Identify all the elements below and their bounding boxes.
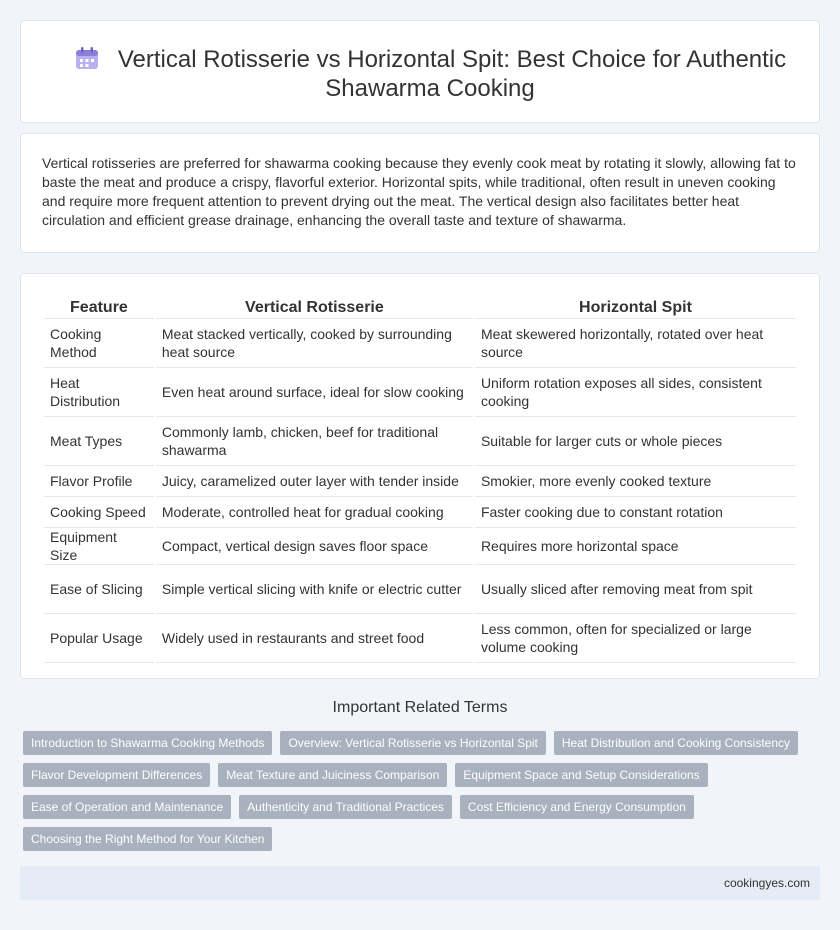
- feature-cell: Popular Usage: [44, 614, 154, 663]
- table-header-row: [44, 296, 796, 319]
- table-row: [44, 368, 796, 417]
- page-title-wrap: [61, 45, 799, 103]
- vertical-cell: Compact, vertical design saves floor space: [156, 528, 473, 565]
- related-tag[interactable]: Ease of Operation and Maintenance: [23, 795, 231, 819]
- vertical-cell: Meat stacked vertically, cooked by surrounding heat source: [156, 319, 473, 368]
- comparison-table: [42, 296, 798, 663]
- footer-site[interactable]: cookingyes.com: [723, 876, 810, 890]
- feature-cell: Cooking Method: [44, 319, 154, 368]
- header-horizontal-spit: Horizontal Spit: [475, 296, 796, 319]
- related-tag[interactable]: Authenticity and Traditional Practices: [239, 795, 452, 819]
- feature-cell: Flavor Profile: [44, 466, 154, 497]
- related-tag[interactable]: Equipment Space and Setup Considerations: [455, 763, 707, 787]
- summary-card: [20, 133, 820, 253]
- header-vertical-rotisserie: Vertical Rotisserie: [156, 296, 473, 319]
- table-row: [44, 497, 796, 528]
- related-tag[interactable]: Meat Texture and Juiciness Comparison: [218, 763, 447, 787]
- feature-cell: Meat Types: [44, 417, 154, 466]
- related-tags: [23, 731, 813, 851]
- summary-text: Vertical rotisseries are preferred for shawarma cooking because they evenly cook meat by rotating it slowly, allowing fat to baste the meat and produce a crispy, flavorful exterior. Horizontal spits, while traditional, often result in uneven cooking and require more frequent attention to prevent drying out the meat. The vertical design also facilitates better heat circulation and efficient grease drainage, enhancing the overall taste and texture of shawarma.: [42, 155, 796, 228]
- related-tag[interactable]: Flavor Development Differences: [23, 763, 210, 787]
- related-terms-title: Important Related Terms: [332, 699, 508, 716]
- horizontal-cell: Smokier, more evenly cooked texture: [475, 466, 796, 497]
- vertical-cell: Juicy, caramelized outer layer with tender inside: [156, 466, 473, 497]
- horizontal-cell: Uniform rotation exposes all sides, consistent cooking: [475, 368, 796, 417]
- feature-cell: Equipment Size: [44, 528, 154, 565]
- horizontal-cell: Suitable for larger cuts or whole pieces: [475, 417, 796, 466]
- table-row: [44, 528, 796, 565]
- table-row: [44, 614, 796, 663]
- vertical-cell: Widely used in restaurants and street food: [156, 614, 473, 663]
- comparison-card: [20, 273, 820, 679]
- related-tag[interactable]: Overview: Vertical Rotisserie vs Horizontal Spit: [280, 731, 545, 755]
- table-row: [44, 565, 796, 614]
- page-title: Vertical Rotisserie vs Horizontal Spit: Best Choice for Authentic Shawarma Cooking: [117, 46, 787, 102]
- related-tag[interactable]: Introduction to Shawarma Cooking Methods: [23, 731, 272, 755]
- feature-cell: Cooking Speed: [44, 497, 154, 528]
- title-card: [20, 20, 820, 123]
- footer: [20, 866, 820, 900]
- horizontal-cell: Requires more horizontal space: [475, 528, 796, 565]
- feature-cell: Heat Distribution: [44, 368, 154, 417]
- horizontal-cell: Faster cooking due to constant rotation: [475, 497, 796, 528]
- related-tag[interactable]: Choosing the Right Method for Your Kitchen: [23, 827, 272, 851]
- vertical-cell: Even heat around surface, ideal for slow cooking: [156, 368, 473, 417]
- vertical-cell: Commonly lamb, chicken, beef for traditional shawarma: [156, 417, 473, 466]
- calendar-icon: [74, 45, 100, 71]
- horizontal-cell: Meat skewered horizontally, rotated over heat source: [475, 319, 796, 368]
- vertical-cell: Moderate, controlled heat for gradual cooking: [156, 497, 473, 528]
- horizontal-cell: Usually sliced after removing meat from spit: [475, 565, 796, 614]
- vertical-cell: Simple vertical slicing with knife or electric cutter: [156, 565, 473, 614]
- related-tag[interactable]: Heat Distribution and Cooking Consistency: [554, 731, 798, 755]
- table-row: [44, 417, 796, 466]
- horizontal-cell: Less common, often for specialized or large volume cooking: [475, 614, 796, 663]
- table-row: [44, 319, 796, 368]
- feature-cell: Ease of Slicing: [44, 565, 154, 614]
- related-tag[interactable]: Cost Efficiency and Energy Consumption: [460, 795, 694, 819]
- table-row: [44, 466, 796, 497]
- header-feature: Feature: [44, 296, 154, 319]
